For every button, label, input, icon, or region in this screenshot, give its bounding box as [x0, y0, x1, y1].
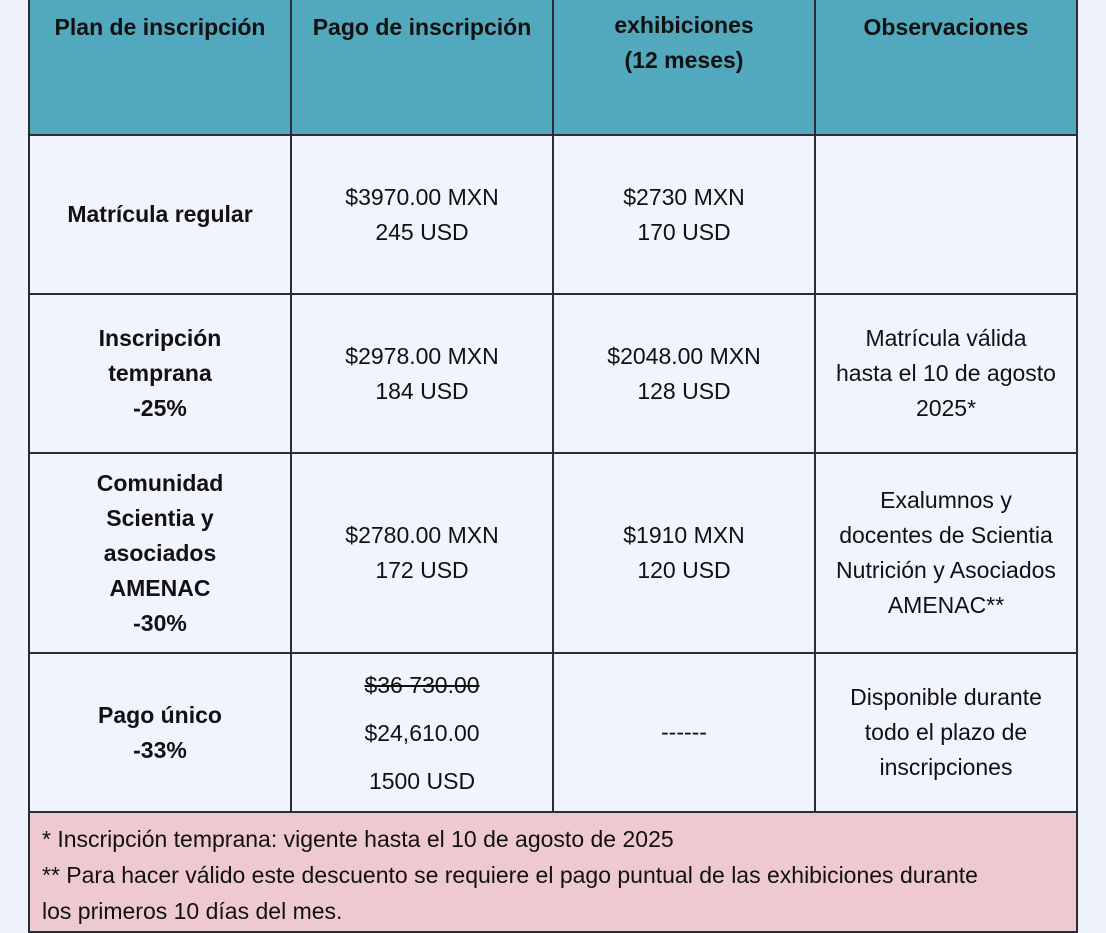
exhib-mxn: $1910 MXN	[623, 522, 745, 548]
observation-text: Nutrición y Asociados	[836, 557, 1056, 583]
plan-name: AMENAC	[109, 574, 211, 601]
price-mxn: $2978.00 MXN	[345, 342, 499, 369]
plan-discount: -25%	[133, 395, 187, 421]
plan-discount: -30%	[133, 609, 187, 636]
exhib-usd: 120 USD	[637, 557, 731, 583]
pago-cell	[291, 294, 553, 453]
price-usd: 1500 USD	[368, 767, 476, 794]
observation-text: todo el plazo de	[864, 719, 1028, 745]
price-mxn: $2780.00 MXN	[345, 522, 499, 548]
plan-cell	[29, 453, 291, 653]
observation-text: Matrícula válida	[865, 325, 1027, 351]
exhib-none: ------	[661, 719, 707, 745]
observation-text: inscripciones	[879, 754, 1013, 780]
pricing-document	[28, 0, 1078, 933]
footnote-early-registration: * Inscripción temprana: vigente hasta el 10 de agosto de 2025	[42, 826, 674, 852]
plan-name: Inscripción	[98, 325, 222, 351]
header-exhibiciones	[553, 0, 815, 135]
observaciones-cell	[815, 453, 1077, 653]
observation-text: docentes de Scientia	[839, 522, 1053, 548]
pago-cell	[291, 453, 553, 653]
exhib-usd: 170 USD	[637, 218, 731, 245]
plan-cell	[29, 135, 291, 294]
price-mxn: $3970.00 MXN	[345, 183, 499, 210]
table-header-row	[29, 0, 1077, 135]
plan-name: temprana	[108, 360, 212, 386]
pricing-table	[28, 0, 1078, 813]
table-row	[29, 294, 1077, 453]
header-observaciones-label: Observaciones	[863, 14, 1029, 40]
observation-text: 2025*	[915, 395, 977, 421]
plan-discount: -33%	[133, 736, 187, 763]
price-usd: 172 USD	[375, 557, 469, 583]
table-row	[29, 453, 1077, 653]
price-usd: 245 USD	[375, 218, 469, 245]
exhib-mxn: $2730 MXN	[623, 183, 745, 210]
table-row	[29, 135, 1077, 294]
pago-cell	[291, 135, 553, 294]
header-exhibiciones-line1: exhibiciones	[614, 12, 754, 38]
plan-name: Comunidad	[96, 469, 224, 496]
plan-name: asociados	[103, 539, 217, 566]
exhibiciones-cell	[553, 135, 815, 294]
exhibiciones-cell	[553, 294, 815, 453]
header-observaciones	[815, 0, 1077, 135]
exhib-usd: 128 USD	[637, 377, 731, 404]
header-plan-label: Plan de inscripción	[54, 14, 266, 40]
pago-cell	[291, 653, 553, 812]
price-usd: 184 USD	[375, 377, 469, 404]
exhib-mxn: $2048.00 MXN	[607, 342, 761, 369]
header-pago	[291, 0, 553, 135]
footnote-discount-condition: ** Para hacer válido este descuento se requiere el pago puntual de las exhibiciones durante	[42, 862, 978, 888]
plan-name: Pago único	[98, 701, 222, 728]
observaciones-cell	[815, 135, 1077, 294]
observaciones-cell	[815, 653, 1077, 812]
plan-name: Scientia y	[106, 504, 214, 531]
observation-text: AMENAC**	[887, 592, 1005, 618]
exhibiciones-cell	[553, 453, 815, 653]
exhibiciones-cell	[553, 653, 815, 812]
header-plan	[29, 0, 291, 135]
observation-text: Exalumnos y	[880, 487, 1012, 513]
footnotes-box	[28, 813, 1078, 933]
header-pago-label: Pago de inscripción	[312, 14, 532, 40]
plan-cell	[29, 294, 291, 453]
observation-text: Disponible durante	[850, 684, 1042, 710]
price-mxn: $24,610.00	[364, 719, 480, 746]
observation-text: hasta el 10 de agosto	[836, 360, 1056, 386]
header-exhibiciones-line2: (12 meses)	[624, 47, 744, 73]
footnote-discount-condition-cont: los primeros 10 días del mes.	[42, 898, 343, 924]
original-price-strikethrough: $36 730.00	[364, 671, 480, 698]
plan-cell	[29, 653, 291, 812]
observaciones-cell	[815, 294, 1077, 453]
table-row	[29, 653, 1077, 812]
plan-name: Matrícula regular	[67, 201, 253, 227]
